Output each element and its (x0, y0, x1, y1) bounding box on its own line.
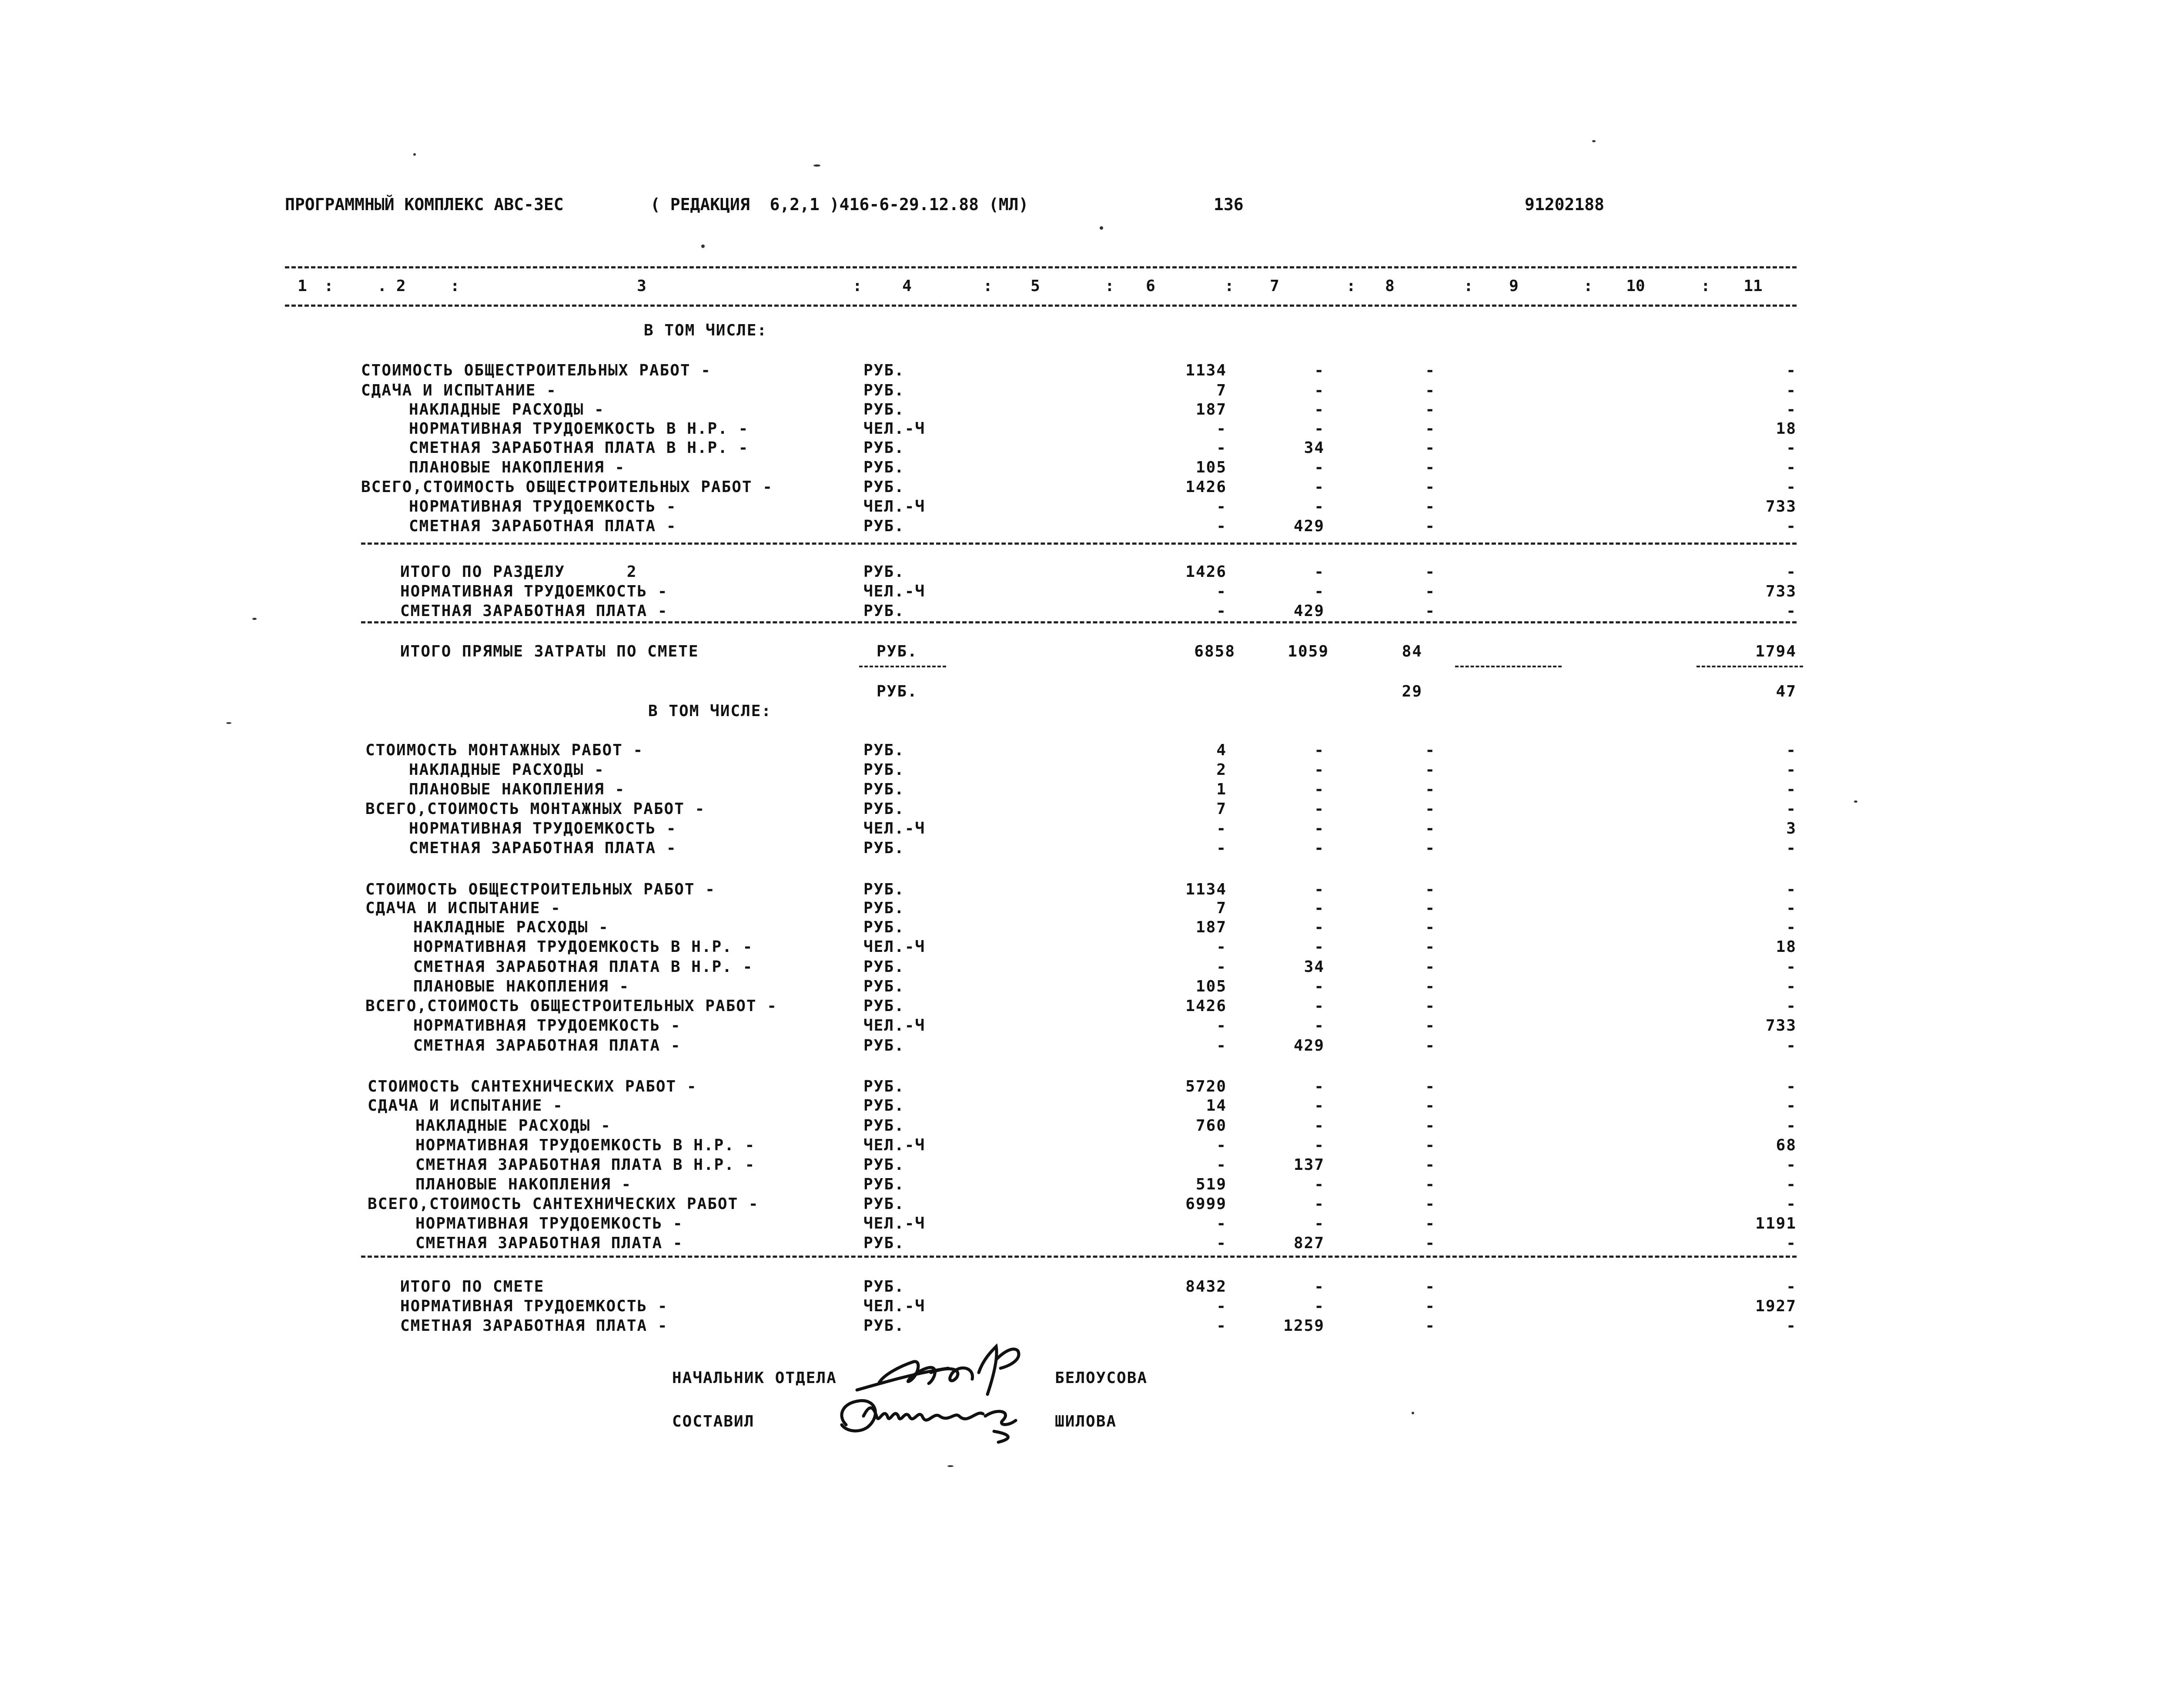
row-unit: РУБ. (863, 459, 905, 476)
direct-costs-col8: 1059 (1288, 643, 1329, 660)
compiler-signature (829, 1390, 1055, 1447)
row-value-col8: - (1314, 1097, 1325, 1115)
row-value-col7: 2 (1216, 761, 1227, 779)
row-value-col8: 429 (1293, 1037, 1325, 1055)
program-name: ПРОГРАММНЫЙ КОМПЛЕКС АВС-3ЕС (285, 195, 564, 214)
scan-speck (813, 164, 820, 167)
row-value-col7: 5720 (1185, 1078, 1227, 1095)
col-number-8: 8 (1385, 277, 1395, 295)
row-unit: РУБ. (863, 839, 905, 857)
row-unit: ЧЕЛ.-Ч (863, 1297, 926, 1315)
row-unit: РУБ. (863, 478, 905, 496)
row-unit: РУБ. (863, 918, 905, 936)
row-value-col9: - (1425, 401, 1436, 419)
row-value-col9: - (1425, 918, 1436, 936)
row-value-col8: - (1314, 1195, 1325, 1213)
head-of-department-name: БЕЛОУСОВА (1055, 1369, 1148, 1387)
row-value-col8: - (1314, 997, 1325, 1015)
row-value-col11: - (1786, 1097, 1797, 1115)
row-value-col8: - (1314, 899, 1325, 917)
col-number-7: 7 (1270, 277, 1279, 295)
row-value-col8: - (1314, 741, 1325, 759)
header-top-rule (285, 266, 1797, 268)
row-unit: ЧЕЛ.-Ч (863, 1215, 926, 1232)
row-value-col8: 827 (1293, 1234, 1325, 1252)
col-number-3: 3 (637, 277, 646, 295)
row-value-col7: - (1216, 938, 1227, 956)
col-separator: : (853, 277, 862, 295)
row-value-col7: 8432 (1185, 1278, 1227, 1296)
row-value-col9: - (1425, 1195, 1436, 1213)
row-value-col8: - (1314, 1078, 1325, 1095)
row-unit: РУБ. (863, 958, 905, 976)
scan-speck (1854, 800, 1857, 803)
row-value-col7: - (1216, 1017, 1227, 1035)
row-unit: РУБ. (863, 1234, 905, 1252)
row-value-col11: - (1786, 401, 1797, 419)
row-value-col8: - (1314, 1297, 1325, 1315)
scan-speck (701, 244, 705, 248)
row-value-col11: - (1786, 459, 1797, 476)
row-value-col11: - (1786, 997, 1797, 1015)
row-label: ВСЕГО,СТОИМОСТЬ САНТЕХНИЧЕСКИХ РАБОТ - (368, 1195, 759, 1213)
row-value-col8: - (1314, 1176, 1325, 1193)
row-value-col8: - (1314, 839, 1325, 857)
row-value-col11: - (1786, 1176, 1797, 1193)
row-value-col7: - (1216, 820, 1227, 837)
row-value-col8: - (1314, 498, 1325, 516)
row-value-col8: - (1314, 820, 1325, 837)
row-unit: РУБ. (863, 563, 905, 581)
col-separator: : (1346, 277, 1356, 295)
scan-speck (1592, 140, 1596, 142)
row-value-col9: - (1425, 382, 1436, 399)
row-unit: РУБ. (863, 1097, 905, 1115)
row-label: ИТОГО ПО РАЗДЕЛУ 2 (400, 563, 637, 581)
scan-speck (413, 153, 416, 156)
row-unit: РУБ. (863, 741, 905, 759)
row-value-col9: - (1425, 997, 1436, 1015)
row-value-col9: - (1425, 478, 1436, 496)
document-code: 91202188 (1525, 195, 1605, 214)
row-value-col11: - (1786, 517, 1797, 535)
compiled-by-title: СОСТАВИЛ (672, 1413, 755, 1430)
row-label: НОРМАТИВНАЯ ТРУДОЕМКОСТЬ В Н.Р. - (413, 938, 753, 956)
row-unit: РУБ. (863, 800, 905, 818)
row-value-col9: - (1425, 583, 1436, 600)
row-unit: РУБ. (863, 761, 905, 779)
row-label: ВСЕГО,СТОИМОСТЬ ОБЩЕСТРОИТЕЛЬНЫХ РАБОТ - (361, 478, 773, 496)
row-value-col7: - (1216, 498, 1227, 516)
subtotal-rule (859, 666, 946, 667)
row-value-col11: - (1786, 741, 1797, 759)
col-number-10: 10 (1626, 277, 1645, 295)
row-value-col8: - (1314, 938, 1325, 956)
col-number-1: 1 (298, 277, 307, 295)
row-value-col8: - (1314, 1117, 1325, 1135)
row-label: НОРМАТИВНАЯ ТРУДОЕМКОСТЬ - (413, 1017, 681, 1035)
row-unit: РУБ. (863, 1156, 905, 1174)
direct-costs-unit: РУБ. (877, 643, 918, 660)
row-label: СДАЧА И ИСПЫТАНИЕ - (361, 382, 557, 399)
row-label: СМЕТНАЯ ЗАРАБОТНАЯ ПЛАТА - (400, 1317, 668, 1335)
row-value-col11: - (1786, 382, 1797, 399)
row-value-col9: - (1425, 1017, 1436, 1035)
row-value-col11: - (1786, 1078, 1797, 1095)
row-value-col9: - (1425, 563, 1436, 581)
row-value-col7: - (1216, 420, 1227, 438)
row-value-col11: 18 (1776, 420, 1797, 438)
row-unit: РУБ. (863, 517, 905, 535)
row-value-col7: 1426 (1185, 478, 1227, 496)
row-value-col8: - (1314, 1278, 1325, 1296)
row-value-col7: - (1216, 439, 1227, 457)
row-value-col11: - (1786, 881, 1797, 898)
row-value-col9: - (1425, 1234, 1436, 1252)
row-value-col11: 3 (1786, 820, 1797, 837)
section-rule (361, 621, 1797, 623)
row-value-col9: - (1425, 1097, 1436, 1115)
row-label: НОРМАТИВНАЯ ТРУДОЕМКОСТЬ - (415, 1215, 683, 1232)
row-value-col9: - (1425, 839, 1436, 857)
row-value-col7: - (1216, 1317, 1227, 1335)
row-value-col8: 429 (1293, 517, 1325, 535)
row-value-col7: 519 (1195, 1176, 1227, 1193)
row-label: СДАЧА И ИСПЫТАНИЕ - (368, 1097, 563, 1115)
row-value-col9: - (1425, 800, 1436, 818)
row-value-col7: 7 (1216, 382, 1227, 399)
row-value-col7: 14 (1206, 1097, 1227, 1115)
row-value-col9: - (1425, 1297, 1436, 1315)
row-label: НАКЛАДНЫЕ РАСХОДЫ - (413, 918, 609, 936)
row-value-col9: - (1425, 958, 1436, 976)
direct-costs-unit-2: РУБ. (877, 683, 918, 700)
row-label: ПЛАНОВЫЕ НАКОПЛЕНИЯ - (413, 978, 630, 995)
row-value-col9: - (1425, 978, 1436, 995)
row-value-col11: 18 (1776, 938, 1797, 956)
row-value-col7: - (1216, 958, 1227, 976)
row-value-col7: 1134 (1185, 362, 1227, 379)
row-label: СМЕТНАЯ ЗАРАБОТНАЯ ПЛАТА - (409, 839, 677, 857)
row-unit: РУБ. (863, 1037, 905, 1055)
row-value-col9: - (1425, 899, 1436, 917)
row-value-col11: - (1786, 918, 1797, 936)
row-label: СМЕТНАЯ ЗАРАБОТНАЯ ПЛАТА - (413, 1037, 681, 1055)
col-separator: : (1464, 277, 1473, 295)
row-value-col7: 1426 (1185, 997, 1227, 1015)
row-value-col8: 429 (1293, 602, 1325, 620)
row-value-col8: 137 (1293, 1156, 1325, 1174)
row-value-col7: 1426 (1185, 563, 1227, 581)
row-value-col7: 7 (1216, 800, 1227, 818)
head-of-department-title: НАЧАЛЬНИК ОТДЕЛА (672, 1369, 837, 1387)
row-value-col7: - (1216, 583, 1227, 600)
col-separator: : (1701, 277, 1710, 295)
row-unit: РУБ. (863, 881, 905, 898)
row-value-col11: 733 (1765, 583, 1797, 600)
row-label: СМЕТНАЯ ЗАРАБОТНАЯ ПЛАТА - (415, 1234, 683, 1252)
row-value-col7: 1134 (1185, 881, 1227, 898)
row-label: НАКЛАДНЫЕ РАСХОДЫ - (415, 1117, 611, 1135)
col-separator: : (1583, 277, 1593, 295)
row-value-col9: - (1425, 1136, 1436, 1154)
row-unit: РУБ. (863, 439, 905, 457)
row-value-col11: - (1786, 602, 1797, 620)
direct-costs-col9: 84 (1402, 643, 1422, 660)
col-separator: : (983, 277, 993, 295)
row-value-col8: - (1314, 918, 1325, 936)
row-value-col7: 187 (1195, 918, 1227, 936)
row-value-col11: - (1786, 362, 1797, 379)
row-label: СМЕТНАЯ ЗАРАБОТНАЯ ПЛАТА В Н.Р. - (415, 1156, 756, 1174)
col-separator: : (1225, 277, 1234, 295)
row-value-col9: - (1425, 1215, 1436, 1232)
row-label: СТОИМОСТЬ САНТЕХНИЧЕСКИХ РАБОТ - (368, 1078, 697, 1095)
row-unit: РУБ. (863, 1117, 905, 1135)
compiled-by-name: ШИЛОВА (1055, 1413, 1117, 1430)
scan-speck (1100, 226, 1103, 230)
row-value-col7: - (1216, 1234, 1227, 1252)
col-separator: : (1105, 277, 1114, 295)
row-label: НАКЛАДНЫЕ РАСХОДЫ - (409, 761, 605, 779)
scan-speck (252, 618, 257, 620)
direct-costs-col7: 6858 (1194, 643, 1235, 660)
col-number-6: 6 (1146, 277, 1155, 295)
row-value-col9: - (1425, 459, 1436, 476)
scan-speck (947, 1465, 954, 1467)
row-value-col7: - (1216, 1037, 1227, 1055)
row-unit: РУБ. (863, 899, 905, 917)
row-label: СДАЧА И ИСПЫТАНИЕ - (365, 899, 561, 917)
row-unit: ЧЕЛ.-Ч (863, 1017, 926, 1035)
row-value-col8: - (1314, 382, 1325, 399)
row-label: ПЛАНОВЫЕ НАКОПЛЕНИЯ - (415, 1176, 632, 1193)
row-value-col7: - (1216, 1156, 1227, 1174)
row-value-col9: - (1425, 362, 1436, 379)
row-label: НОРМАТИВНАЯ ТРУДОЕМКОСТЬ - (400, 1297, 668, 1315)
row-unit: ЧЕЛ.-Ч (863, 583, 926, 600)
row-unit: РУБ. (863, 1195, 905, 1213)
row-unit: ЧЕЛ.-Ч (863, 420, 926, 438)
row-value-col9: - (1425, 780, 1436, 798)
row-value-col9: - (1425, 1176, 1436, 1193)
row-value-col8: 1259 (1283, 1317, 1325, 1335)
row-unit: РУБ. (863, 1317, 905, 1335)
row-unit: РУБ. (863, 997, 905, 1015)
row-value-col7: - (1216, 839, 1227, 857)
direct-costs-col9-2: 29 (1402, 683, 1422, 700)
row-value-col8: - (1314, 563, 1325, 581)
col-number-2: . 2 (377, 277, 406, 295)
row-value-col11: - (1786, 780, 1797, 798)
row-unit: ЧЕЛ.-Ч (863, 938, 926, 956)
row-label: НОРМАТИВНАЯ ТРУДОЕМКОСТЬ В Н.Р. - (409, 420, 749, 438)
row-value-col9: - (1425, 1078, 1436, 1095)
row-value-col9: - (1425, 1156, 1436, 1174)
row-label: ВСЕГО,СТОИМОСТЬ ОБЩЕСТРОИТЕЛЬНЫХ РАБОТ - (365, 997, 777, 1015)
row-value-col11: - (1786, 839, 1797, 857)
row-value-col8: - (1314, 583, 1325, 600)
row-unit: ЧЕЛ.-Ч (863, 820, 926, 837)
row-value-col11: - (1786, 761, 1797, 779)
row-label: НОРМАТИВНАЯ ТРУДОЕМКОСТЬ В Н.Р. - (415, 1136, 756, 1154)
row-unit: РУБ. (863, 602, 905, 620)
row-value-col8: - (1314, 978, 1325, 995)
col-number-9: 9 (1509, 277, 1519, 295)
row-value-col7: 6999 (1185, 1195, 1227, 1213)
row-value-col8: - (1314, 1215, 1325, 1232)
row-value-col11: - (1786, 1037, 1797, 1055)
row-value-col11: - (1786, 1117, 1797, 1135)
row-value-col11: - (1786, 478, 1797, 496)
section-rule (361, 1256, 1797, 1258)
row-value-col8: - (1314, 881, 1325, 898)
row-label: ВСЕГО,СТОИМОСТЬ МОНТАЖНЫХ РАБОТ - (365, 800, 706, 818)
row-value-col7: - (1216, 602, 1227, 620)
row-value-col11: - (1786, 1195, 1797, 1213)
row-value-col7: - (1216, 1297, 1227, 1315)
row-value-col9: - (1425, 820, 1436, 837)
row-value-col8: - (1314, 1136, 1325, 1154)
direct-costs-label: ИТОГО ПРЯМЫЕ ЗАТРАТЫ ПО СМЕТЕ (400, 643, 699, 660)
row-value-col9: - (1425, 881, 1436, 898)
row-unit: ЧЕЛ.-Ч (863, 498, 926, 516)
row-value-col11: 733 (1765, 498, 1797, 516)
row-label: НОРМАТИВНАЯ ТРУДОЕМКОСТЬ - (409, 498, 677, 516)
row-unit: РУБ. (863, 382, 905, 399)
row-label: В ТОМ ЧИСЛЕ: (644, 322, 768, 339)
row-value-col9: - (1425, 420, 1436, 438)
row-value-col7: 760 (1195, 1117, 1227, 1135)
row-value-col7: 1 (1216, 780, 1227, 798)
row-unit: РУБ. (863, 1278, 905, 1296)
subtotal-rule (1455, 666, 1562, 667)
edition-info: ( РЕДАКЦИЯ 6,2,1 )416-6-29.12.88 (МЛ) (650, 195, 1029, 214)
section-rule (361, 543, 1797, 545)
row-value-col7: 105 (1195, 459, 1227, 476)
row-label: ПЛАНОВЫЕ НАКОПЛЕНИЯ - (409, 459, 626, 476)
row-label: НАКЛАДНЫЕ РАСХОДЫ - (409, 401, 605, 419)
row-value-col9: - (1425, 1037, 1436, 1055)
col-separator: : (450, 277, 460, 295)
row-value-col11: 733 (1765, 1017, 1797, 1035)
row-value-col11: - (1786, 899, 1797, 917)
direct-costs-subtitle: В ТОМ ЧИСЛЕ: (648, 702, 772, 720)
row-label: СМЕТНАЯ ЗАРАБОТНАЯ ПЛАТА В Н.Р. - (413, 958, 753, 976)
row-value-col8: - (1314, 420, 1325, 438)
row-value-col9: - (1425, 1317, 1436, 1335)
row-value-col11: 1191 (1755, 1215, 1797, 1232)
row-value-col8: - (1314, 362, 1325, 379)
row-value-col7: - (1216, 517, 1227, 535)
row-value-col9: - (1425, 938, 1436, 956)
row-value-col8: - (1314, 478, 1325, 496)
header-bottom-rule (285, 305, 1797, 307)
direct-costs-col11: 1794 (1755, 643, 1797, 660)
row-value-col9: - (1425, 1278, 1436, 1296)
row-value-col8: 34 (1304, 958, 1325, 976)
row-value-col7: 7 (1216, 899, 1227, 917)
row-value-col8: - (1314, 780, 1325, 798)
row-value-col7: 4 (1216, 741, 1227, 759)
row-unit: РУБ. (863, 1078, 905, 1095)
direct-costs-col11-2: 47 (1776, 683, 1797, 700)
row-value-col11: - (1786, 1317, 1797, 1335)
row-value-col11: - (1786, 1156, 1797, 1174)
row-label: СТОИМОСТЬ ОБЩЕСТРОИТЕЛЬНЫХ РАБОТ - (361, 362, 711, 379)
row-value-col9: - (1425, 741, 1436, 759)
row-unit: ЧЕЛ.-Ч (863, 1136, 926, 1154)
row-value-col8: - (1314, 459, 1325, 476)
col-number-4: 4 (902, 277, 912, 295)
row-value-col11: 1927 (1755, 1297, 1797, 1315)
row-value-col9: - (1425, 498, 1436, 516)
scan-speck (1412, 1412, 1414, 1414)
col-number-5: 5 (1031, 277, 1040, 295)
row-value-col11: - (1786, 439, 1797, 457)
row-value-col9: - (1425, 517, 1436, 535)
row-value-col11: - (1786, 978, 1797, 995)
row-label: СМЕТНАЯ ЗАРАБОТНАЯ ПЛАТА - (400, 602, 668, 620)
row-label: СМЕТНАЯ ЗАРАБОТНАЯ ПЛАТА - (409, 517, 677, 535)
row-label: НОРМАТИВНАЯ ТРУДОЕМКОСТЬ - (409, 820, 677, 837)
row-value-col7: - (1216, 1136, 1227, 1154)
row-unit: РУБ. (863, 1176, 905, 1193)
row-label: НОРМАТИВНАЯ ТРУДОЕМКОСТЬ - (400, 583, 668, 600)
row-value-col8: - (1314, 1017, 1325, 1035)
row-label: СТОИМОСТЬ ОБЩЕСТРОИТЕЛЬНЫХ РАБОТ - (365, 881, 716, 898)
row-value-col8: - (1314, 401, 1325, 419)
row-value-col11: - (1786, 563, 1797, 581)
row-value-col9: - (1425, 1117, 1436, 1135)
page-number: 136 (1214, 195, 1244, 214)
col-separator: : (324, 277, 334, 295)
row-value-col8: 34 (1304, 439, 1325, 457)
row-value-col7: 105 (1195, 978, 1227, 995)
scan-speck (226, 722, 231, 724)
row-value-col11: 68 (1776, 1136, 1797, 1154)
row-label: ПЛАНОВЫЕ НАКОПЛЕНИЯ - (409, 780, 626, 798)
row-unit: РУБ. (863, 978, 905, 995)
row-value-col7: - (1216, 1215, 1227, 1232)
row-label: ИТОГО ПО СМЕТЕ (400, 1278, 545, 1296)
row-unit: РУБ. (863, 780, 905, 798)
subtotal-rule (1696, 666, 1803, 667)
row-value-col7: 187 (1195, 401, 1227, 419)
row-value-col8: - (1314, 800, 1325, 818)
row-label: СТОИМОСТЬ МОНТАЖНЫХ РАБОТ - (365, 741, 644, 759)
row-value-col11: - (1786, 1234, 1797, 1252)
row-value-col11: - (1786, 800, 1797, 818)
row-value-col9: - (1425, 439, 1436, 457)
row-value-col11: - (1786, 1278, 1797, 1296)
row-label: СМЕТНАЯ ЗАРАБОТНАЯ ПЛАТА В Н.Р. - (409, 439, 749, 457)
row-unit: РУБ. (863, 362, 905, 379)
row-value-col9: - (1425, 761, 1436, 779)
col-number-11: 11 (1743, 277, 1763, 295)
row-unit: РУБ. (863, 401, 905, 419)
row-value-col11: - (1786, 958, 1797, 976)
row-value-col8: - (1314, 761, 1325, 779)
row-value-col9: - (1425, 602, 1436, 620)
